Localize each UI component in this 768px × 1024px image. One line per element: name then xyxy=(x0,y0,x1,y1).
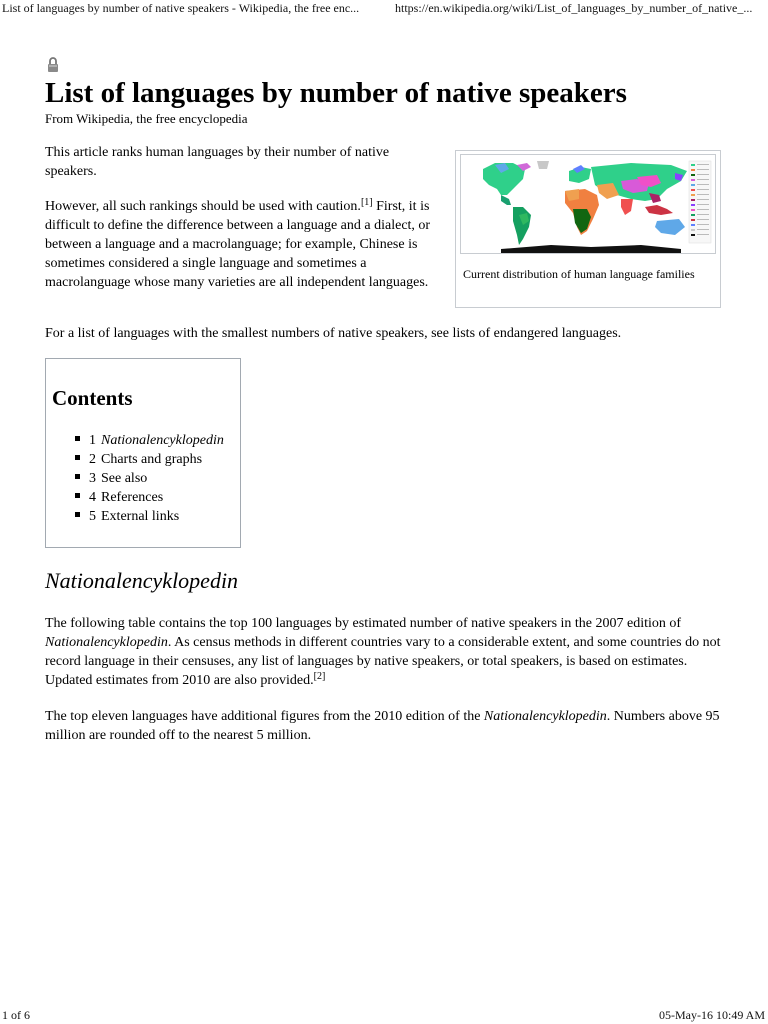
toc-item-label[interactable]: References xyxy=(101,490,164,505)
section-heading: Nationalencyklopedin xyxy=(45,568,239,593)
toc-item[interactable] xyxy=(75,431,224,450)
section-text-a: The following table contains the top 100 languages by estimated number of native speakers in the 2007 edition of xyxy=(45,616,682,631)
section-paragraph-1 xyxy=(45,614,735,690)
thumbnail-figure xyxy=(455,150,721,308)
print-header-title: List of languages by number of native speakers - Wikipedia, the free enc... xyxy=(2,1,360,15)
bullet-icon xyxy=(75,455,80,460)
toc-item-number: 1 xyxy=(89,433,96,448)
toc-item-label[interactable]: External links xyxy=(101,509,180,524)
toc-item[interactable] xyxy=(75,507,224,526)
toc-item-number: 3 xyxy=(89,471,96,486)
section-emphasis: Nationalencyklopedin xyxy=(483,709,607,724)
toc-list xyxy=(75,431,224,526)
toc-item[interactable] xyxy=(75,488,224,507)
print-timestamp: 05-May-16 10:49 AM xyxy=(659,1008,765,1022)
site-subtitle: From Wikipedia, the free encyclopedia xyxy=(45,111,248,126)
section-text-d: . Numbers above 95 million are rounded off to the nearest 5 million. xyxy=(45,709,720,743)
lock-icon xyxy=(47,56,59,73)
toc-item-number: 2 xyxy=(89,452,96,467)
toc-item[interactable] xyxy=(75,450,224,469)
intro-text-a: However, all such rankings should be used with caution. xyxy=(45,199,361,214)
bullet-icon xyxy=(75,493,80,498)
reference-link-1[interactable]: [1] xyxy=(360,197,373,208)
toc-item-label[interactable]: See also xyxy=(101,471,148,486)
section-emphasis: Nationalencyklopedin xyxy=(45,635,168,650)
toc-item-number: 5 xyxy=(89,509,96,524)
bullet-icon xyxy=(75,436,80,441)
section-text-b: . As census methods in different countries vary to a considerable extent, and some countries do not record language in their censuses, any list of languages by native speakers, or total speakers, is based on estimates. Updated estimates from 2010 are also provided. xyxy=(45,635,721,688)
language-families-map[interactable] xyxy=(460,154,716,254)
section-paragraph-2 xyxy=(45,707,735,745)
toc-item-label[interactable]: Nationalencyklopedin xyxy=(101,433,224,448)
bullet-icon xyxy=(75,474,80,479)
toc-item-label[interactable]: Charts and graphs xyxy=(101,452,203,467)
table-of-contents xyxy=(45,358,241,548)
print-footer xyxy=(0,1006,768,1024)
thumbnail-caption: Current distribution of human language families xyxy=(463,267,695,281)
page-title: List of languages by number of native speakers xyxy=(45,77,627,109)
toc-item-number: 4 xyxy=(89,490,96,505)
intro-text-b: First, it is difficult to define the difference between a language and a dialect, or between a language and a macrolanguage; for example, Chinese is sometimes considered a single language and sometimes a macrolanguage whose many varieties are all independent languages. xyxy=(45,199,431,290)
toc-title: Contents xyxy=(52,386,133,410)
page-count: 1 of 6 xyxy=(2,1008,30,1022)
world-map-image xyxy=(461,155,715,253)
intro-paragraph-3: For a list of languages with the smallest numbers of native speakers, see lists of endangered languages. xyxy=(45,326,622,341)
toc-item[interactable] xyxy=(75,469,224,488)
bullet-icon xyxy=(75,512,80,517)
section-text-c: The top eleven languages have additional figures from the 2010 edition of the xyxy=(45,709,484,724)
intro-paragraph-2 xyxy=(45,197,437,292)
intro-paragraph-1: This article ranks human languages by their number of native speakers. xyxy=(45,145,390,179)
print-header-url[interactable]: https://en.wikipedia.org/wiki/List_of_languages_by_number_of_native_... xyxy=(395,1,753,15)
print-header xyxy=(0,0,768,16)
reference-link-2[interactable]: [2] xyxy=(313,671,326,682)
